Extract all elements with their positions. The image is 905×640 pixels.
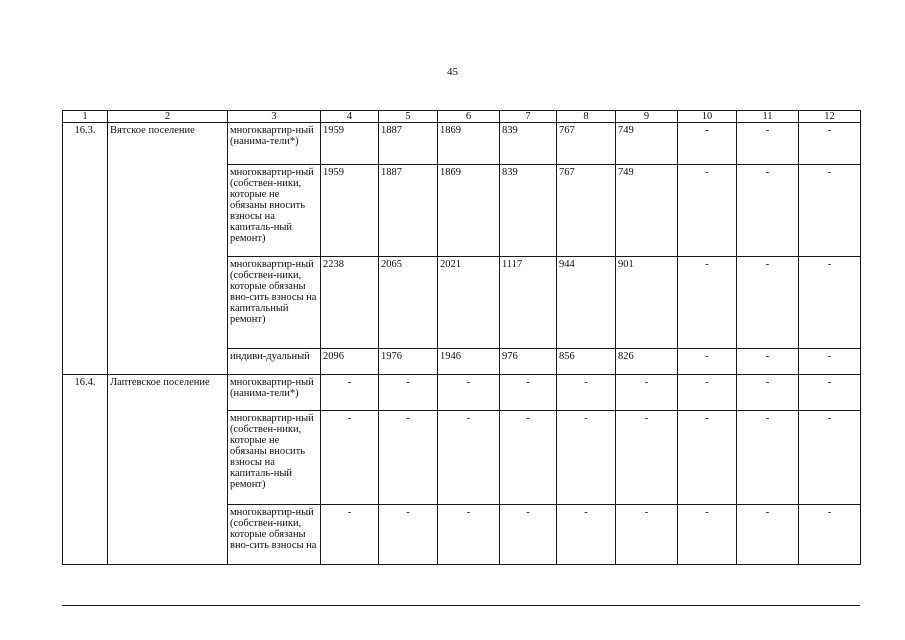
value-cell: - <box>438 411 500 505</box>
value-cell: 1959 <box>321 165 379 257</box>
value-cell: 901 <box>616 257 678 349</box>
value-cell: 1117 <box>500 257 557 349</box>
value-cell: - <box>321 375 379 411</box>
value-cell: - <box>557 411 616 505</box>
housing-type: многоквартир-ный (нанима-тели*) <box>228 123 321 165</box>
value-cell: 839 <box>500 123 557 165</box>
column-header: 9 <box>616 111 678 123</box>
column-header: 11 <box>737 111 799 123</box>
table-row <box>63 375 861 411</box>
value-cell: - <box>799 375 861 411</box>
value-cell: - <box>737 165 799 257</box>
value-cell: - <box>678 349 737 375</box>
value-cell: - <box>379 375 438 411</box>
value-cell: - <box>799 123 861 165</box>
tariff-table <box>62 110 861 565</box>
column-header: 12 <box>799 111 861 123</box>
value-cell: 1869 <box>438 123 500 165</box>
value-cell: 839 <box>500 165 557 257</box>
value-cell: - <box>379 411 438 505</box>
value-cell: - <box>678 411 737 505</box>
value-cell: 1887 <box>379 123 438 165</box>
value-cell: - <box>500 505 557 565</box>
value-cell: 2021 <box>438 257 500 349</box>
value-cell: - <box>678 257 737 349</box>
value-cell: - <box>678 165 737 257</box>
value-cell: - <box>438 505 500 565</box>
value-cell: - <box>799 349 861 375</box>
column-header: 5 <box>379 111 438 123</box>
value-cell: 749 <box>616 165 678 257</box>
column-header: 1 <box>63 111 108 123</box>
value-cell: - <box>616 505 678 565</box>
value-cell: 1869 <box>438 165 500 257</box>
page-number: 45 <box>447 66 458 78</box>
value-cell: - <box>321 505 379 565</box>
value-cell: 944 <box>557 257 616 349</box>
column-header: 8 <box>557 111 616 123</box>
value-cell: - <box>678 123 737 165</box>
settlement-name: Лаптевское поселение <box>108 375 228 565</box>
value-cell: - <box>737 349 799 375</box>
value-cell: - <box>799 411 861 505</box>
column-header: 7 <box>500 111 557 123</box>
value-cell: - <box>438 375 500 411</box>
table-bottom-edge <box>62 605 860 606</box>
housing-type: многоквартир-ный (нанима-тели*) <box>228 375 321 411</box>
value-cell: - <box>799 505 861 565</box>
column-number-row <box>63 111 861 123</box>
value-cell: - <box>379 505 438 565</box>
table-row <box>63 123 861 165</box>
column-header: 2 <box>108 111 228 123</box>
housing-type: многоквартир-ный (собствен-ники, которые не обязаны вносить взносы на капиталь-ный ремонт) <box>228 411 321 505</box>
value-cell: 976 <box>500 349 557 375</box>
value-cell: 1946 <box>438 349 500 375</box>
value-cell: - <box>321 411 379 505</box>
value-cell: 767 <box>557 123 616 165</box>
value-cell: - <box>799 257 861 349</box>
value-cell: - <box>500 375 557 411</box>
value-cell: 856 <box>557 349 616 375</box>
value-cell: - <box>500 411 557 505</box>
value-cell: 2096 <box>321 349 379 375</box>
value-cell: 749 <box>616 123 678 165</box>
value-cell: - <box>557 375 616 411</box>
column-header: 10 <box>678 111 737 123</box>
value-cell: - <box>616 375 678 411</box>
value-cell: - <box>737 505 799 565</box>
value-cell: 2065 <box>379 257 438 349</box>
housing-type: многоквартир-ный (собствен-ники, которые обязаны вно-сить взносы на капитальный ремонт) <box>228 257 321 349</box>
column-header: 4 <box>321 111 379 123</box>
value-cell: 1976 <box>379 349 438 375</box>
row-number: 16.3. <box>63 123 108 375</box>
settlement-name: Вятское поселение <box>108 123 228 375</box>
value-cell: - <box>737 411 799 505</box>
row-number: 16.4. <box>63 375 108 565</box>
value-cell: - <box>557 505 616 565</box>
column-header: 3 <box>228 111 321 123</box>
housing-type: многоквартир-ный (собствен-ники, которые не обязаны вносить взносы на капиталь-ный ремонт) <box>228 165 321 257</box>
value-cell: 2238 <box>321 257 379 349</box>
value-cell: - <box>678 375 737 411</box>
column-header: 6 <box>438 111 500 123</box>
housing-type: индиви-дуальный <box>228 349 321 375</box>
value-cell: 1887 <box>379 165 438 257</box>
value-cell: 1959 <box>321 123 379 165</box>
value-cell: - <box>616 411 678 505</box>
value-cell: - <box>737 123 799 165</box>
value-cell: - <box>737 375 799 411</box>
value-cell: - <box>799 165 861 257</box>
value-cell: - <box>737 257 799 349</box>
value-cell: - <box>678 505 737 565</box>
value-cell: 767 <box>557 165 616 257</box>
housing-type: многоквартир-ный (собствен-ники, которые обязаны вно-сить взносы на <box>228 505 321 565</box>
value-cell: 826 <box>616 349 678 375</box>
